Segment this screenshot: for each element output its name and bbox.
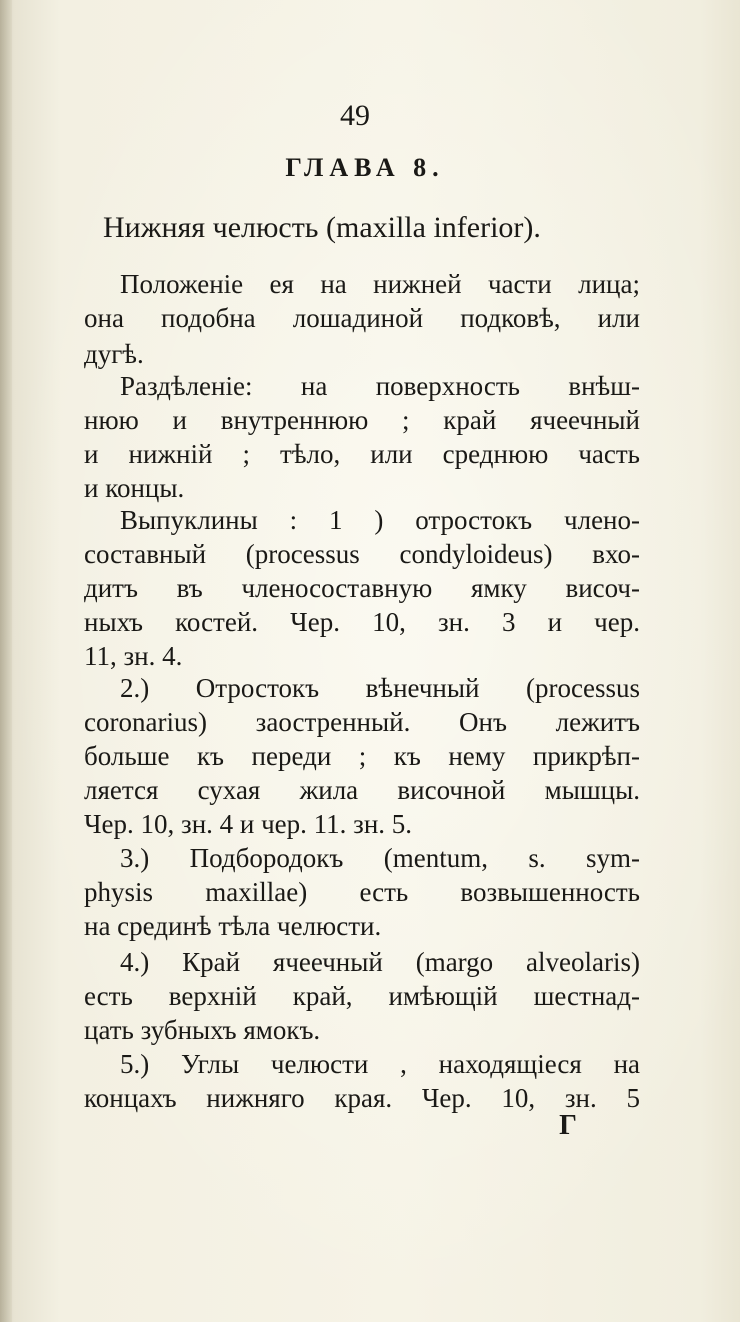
text-line: Чер. 10, зн. 4 и чер. 11. зн. 5.: [84, 809, 413, 839]
text-line: 5.) Углы челюсти , находящіеся на: [120, 1049, 640, 1079]
text-line: цать зубныхъ ямокъ.: [84, 1015, 321, 1045]
text-line: 11, зн. 4.: [84, 641, 183, 671]
text-line: 4.) Край ячеечный (margo alveolaris): [120, 947, 640, 977]
text-line: есть верхній край, имѣющій шестнад-: [84, 981, 640, 1011]
text-line: концахъ нижняго края. Чер. 10, зн. 5: [84, 1083, 640, 1113]
text-line: 2.) Отростокъ вѣнечный (processus: [120, 673, 640, 703]
chapter-heading: ГЛАВА 8.: [285, 153, 445, 182]
text-line: Положеніе ея на нижней части лица;: [120, 269, 640, 299]
text-line: дугѣ.: [84, 339, 144, 369]
text-line: Выпуклины : 1 ) отростокъ члено-: [120, 505, 640, 535]
page-edge-shadow: [0, 0, 12, 1322]
text-line: ляется сухая жила височной мышцы.: [84, 775, 640, 805]
page-number: 49: [340, 99, 370, 132]
printer-signature-mark: Г: [559, 1110, 577, 1141]
text-line: Раздѣленіе: на поверхность внѣш-: [120, 371, 640, 401]
section-title: Нижняя челюсть (maxilla inferior).: [103, 211, 541, 244]
text-line: нюю и внутреннюю ; край ячеечный: [84, 405, 640, 435]
text-line: ныхъ костей. Чер. 10, зн. 3 и чер.: [84, 607, 640, 637]
text-line: составный (processus condyloideus) вхо-: [84, 539, 640, 569]
text-line: и нижній ; тѣло, или среднюю часть: [84, 439, 640, 469]
text-line: дитъ въ членосоставную ямку височ-: [84, 573, 640, 603]
text-line: она подобна лошадиной подковѣ, или: [84, 303, 640, 333]
text-line: coronarius) заостренный. Онъ лежитъ: [84, 707, 640, 737]
text-line: на срединѣ тѣла челюсти.: [84, 911, 382, 941]
text-line: 3.) Подбородокъ (mentum, s. sym-: [120, 843, 640, 873]
text-line: больше къ переди ; къ нему прикрѣп-: [84, 741, 640, 771]
text-line: и концы.: [84, 473, 185, 503]
text-line: physis maxillae) есть возвышенность: [84, 877, 640, 907]
